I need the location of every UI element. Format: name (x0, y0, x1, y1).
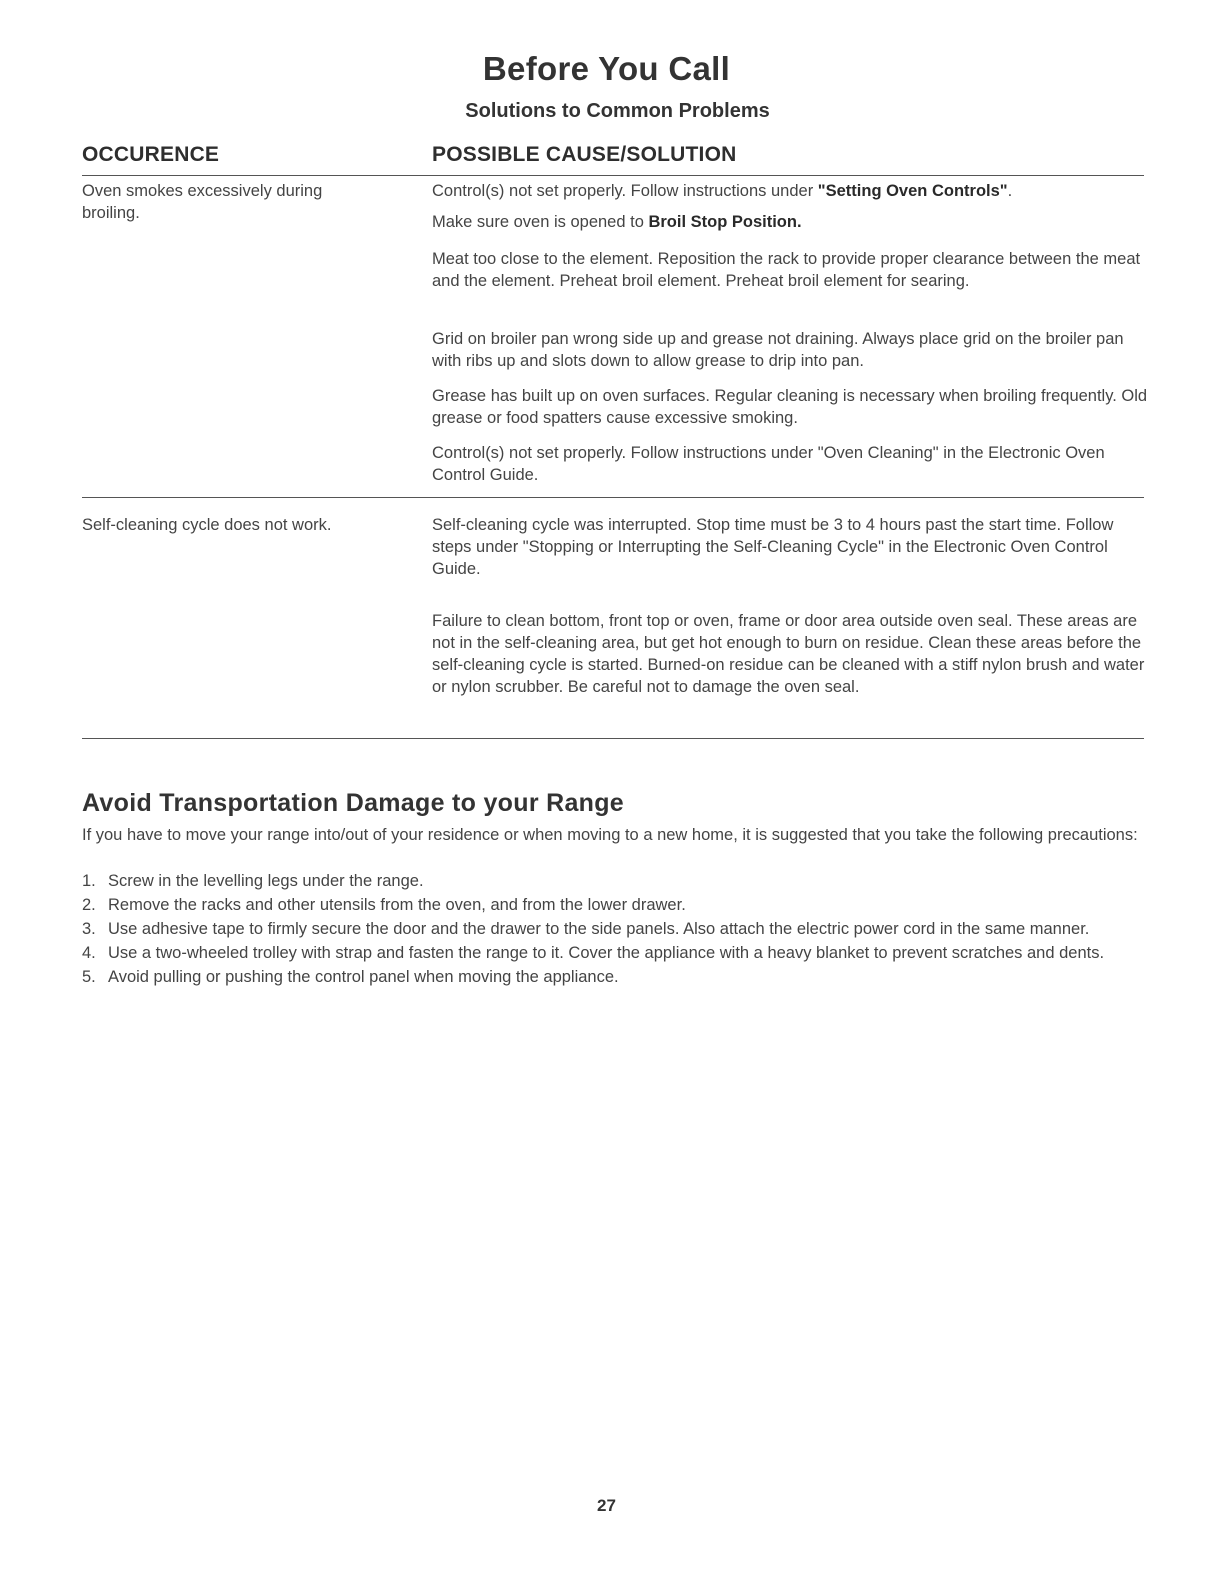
list-item-text: Use adhesive tape to firmly secure the door and the drawer to the side panels. Also attach the electric power cord in the same manner. (108, 920, 1090, 938)
list-item-text: Use a two-wheeled trolley with strap and fasten the range to it. Cover the appliance with a heavy blanket to prevent scratches and dents. (108, 944, 1105, 962)
list-item-number: 5. (82, 968, 96, 986)
table-row-1-solution-5: Grease has built up on oven surfaces. Regular cleaning is necessary when broiling frequently. Old grease or food spatters cause excessive smoking. (432, 387, 1148, 427)
occurrence-column-header: OCCURENCE (82, 143, 220, 166)
table-row-1-solution-4: Grid on broiler pan wrong side up and grease not draining. Always place grid on the broiler pan with ribs up and slots down to allow grease to drip into pan. (432, 330, 1124, 370)
list-item-text: Remove the racks and other utensils from the oven, and from the lower drawer. (108, 896, 686, 914)
solution-text: Control(s) not set properly. Follow instructions under (432, 182, 818, 200)
solution-suffix: . (1007, 182, 1013, 200)
list-item-number: 3. (82, 920, 96, 938)
list-item (82, 918, 1142, 940)
page-title: Before You Call (482, 50, 731, 87)
row-rule (82, 497, 1144, 498)
list-item (82, 894, 1142, 916)
table-bottom-rule (82, 738, 1144, 739)
solution-text: Make sure oven is opened to (432, 213, 649, 231)
transport-heading: Avoid Transportation Damage to your Range (82, 789, 624, 817)
table-row-1-occurrence: Oven smokes excessively during broiling. (82, 182, 323, 222)
table-row-2-solution-2: Failure to clean bottom, front top or oven, frame or door area outside oven seal. These areas are not in the self-cleaning area, but get hot enough to burn on residue. Clean these areas before the self-cleaning cycle is started. Burned-on residue can be cleaned with a stiff nylon brush and water or nylon scrubber. Be careful not to damage the oven seal. (432, 612, 1145, 696)
list-item (82, 966, 1142, 988)
solution-column-header: POSSIBLE CAUSE/SOLUTION (432, 143, 737, 166)
solution-bold: "Setting Oven Controls" (817, 182, 1008, 200)
transport-intro: If you have to move your range into/out of your residence or when moving to a new home, it is suggested that you take the following precautions: (82, 826, 1138, 844)
list-item (82, 942, 1142, 964)
list-item-text: Screw in the levelling legs under the range. (108, 872, 424, 890)
table-row-1-solution-6: Control(s) not set properly. Follow instructions under "Oven Cleaning" in the Electronic Oven Control Guide. (432, 444, 1105, 484)
list-item-number: 1. (82, 872, 96, 890)
transport-steps-list (82, 870, 1142, 990)
table-row-1-solution-1 (432, 180, 1148, 202)
table-row-2-occurrence: Self-cleaning cycle does not work. (82, 516, 332, 534)
header-rule (82, 175, 1144, 176)
table-row-2-solution-1: Self-cleaning cycle was interrupted. Stop time must be 3 to 4 hours past the start time. Follow steps under "Stopping or Interrupting the Self-Cleaning Cycle" in the Electronic Oven Control Guide. (432, 516, 1114, 578)
page-number: 27 (597, 1496, 616, 1515)
list-item (82, 870, 1142, 892)
table-row-1-solution-2 (432, 211, 1148, 233)
list-item-number: 4. (82, 944, 96, 962)
table-row-1-solution-3: Meat too close to the element. Reposition the rack to provide proper clearance between the meat and the element. Preheat broil element. Preheat broil element for searing. (432, 250, 1141, 290)
page-subtitle: Solutions to Common Problems (465, 100, 770, 122)
list-item-number: 2. (82, 896, 96, 914)
list-item-text: Avoid pulling or pushing the control panel when moving the appliance. (108, 968, 619, 986)
solution-bold: Broil Stop Position. (648, 213, 802, 231)
